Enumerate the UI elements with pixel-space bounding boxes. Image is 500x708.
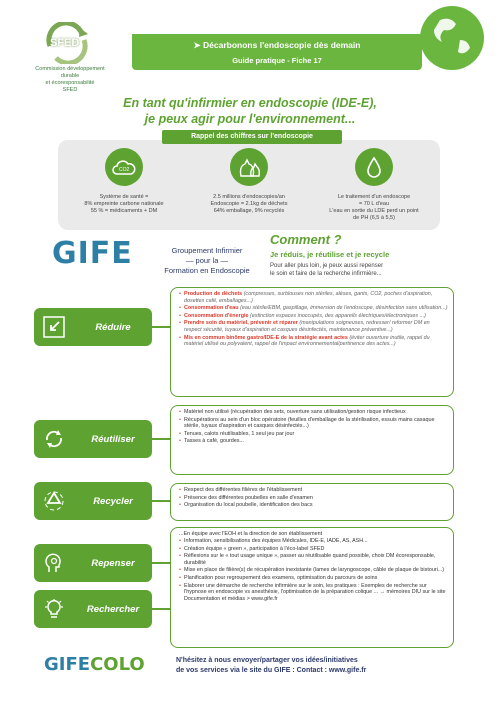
list-item: • Production de déchets (compresses, surblouses non stériles, alèses, gants, CO2, poches d'aspiration, dosettes café, emballages...): [179, 291, 448, 304]
section-label-reduire: Réduire: [34, 308, 152, 346]
section-box-recycler: [170, 483, 454, 521]
header-banner: [132, 34, 422, 70]
stats-panel: [58, 140, 440, 230]
list-item: • Respect des différentes filières de l'établissement: [179, 487, 448, 494]
headline: En tant qu'infirmier en endoscopie (IDE-E), je peux agir pour l'environnement...: [123, 96, 377, 126]
connector: [150, 608, 170, 610]
water-drop-icon: [355, 148, 393, 186]
svg-text:CO2: CO2: [119, 167, 130, 173]
connector: [150, 500, 170, 502]
banner-title: ➤ Décarbonons l'endoscopie dès demain: [193, 40, 361, 50]
connector: [150, 438, 170, 440]
waste-bags-icon: [230, 148, 268, 186]
list-item: • Matériel non utilisé (récupération des sets, ouverture sans utilisation/gestion risque infectieux: [179, 409, 448, 416]
list-item: • Tasses à café, gourdes...: [179, 438, 448, 445]
lightbulb-icon: [34, 598, 74, 620]
comment-body: Pour aller plus loin, je peux aussi repenser le soin et faire de la recherche infirmière...: [270, 263, 384, 277]
section-label-reutiliser: Réutiliser: [34, 420, 152, 458]
footer-text: N'hésitez à nous envoyer/partager vos idées/initiatives de vos services via le site du GIFE : Contact : www.gife.fr: [176, 657, 367, 674]
section-box-repenser-rechercher: [170, 527, 454, 648]
list-item: • Mis en commun binôme gastro/IDE-E de la stratégie avant actes (éviter ouverture inutile, rappel du matériel utilisé ou polyvalent, rappel de l'impact environnemental/pertinence des actes...): [179, 335, 448, 348]
rethink-head-icon: [34, 552, 74, 574]
comment-subtitle: Je réduis, je réutilise et je recycle: [270, 250, 390, 259]
gife-subtitle: Groupement Infirmier — pour la — Formation en Endoscopie: [164, 246, 250, 275]
gifecolo-logo: GIFECOLO: [44, 654, 145, 675]
sfed-badge: [42, 22, 92, 64]
list-item: • Création équipe « green », participation à l'éco-label SFED: [179, 546, 448, 553]
gife-logo: GIFE: [52, 236, 133, 271]
shrink-arrows-icon: [34, 316, 74, 338]
comment-block: [270, 232, 470, 278]
list-item: • Planification pour regroupement des examens, optimisation du parcours de soins: [179, 575, 448, 582]
globe-icon: [420, 6, 484, 70]
combined-intro: ...En équipe avec l'EOH et la direction de son établissement: [179, 531, 323, 537]
connector: [150, 326, 170, 328]
section-label-rechercher: Rechercher: [34, 590, 152, 628]
sfed-caption: Commission développement durable et écoresponsabilité SFED: [35, 66, 105, 93]
list-item: • Tenues, calots réutilisables, 1 seul jeu par jour: [179, 431, 448, 438]
list-item: • Présence des différentes poubelles en salle d'examen: [179, 495, 448, 502]
reuse-arrows-icon: [34, 428, 74, 450]
list-item: • Réflexions sur le « tout usage unique », passer au réutilisable quand possible, choix DM écoresponsable, durabilité: [179, 553, 448, 566]
list-item: • Consommation d'énergie (extinction espaces inoccupés, des appareils électriques/électroniques ...): [179, 313, 448, 320]
section-box-reduire: [170, 287, 454, 397]
list-item: • Mise en place de filière(s) de récupération inexistante (lames de laryngoscope, câble de plaque de bistouri...): [179, 567, 448, 574]
connector: [150, 562, 170, 564]
recycle-icon: [34, 490, 74, 512]
section-label-repenser: Repenser: [34, 544, 152, 582]
sfed-logo-text: SFED: [50, 37, 80, 49]
list-item: • Prendre soin du matériel, prévenir et réparer (manipulations soigneuses, redresser/ reformer DM en respect sécurité, tuyaux d'aspiration et casques désinfectés, maintenance préventive...): [179, 320, 448, 333]
sfed-logo: [28, 22, 112, 94]
bird-icon: ➤: [193, 40, 204, 50]
list-item: • Organisation du local poubelle, identification des bacs: [179, 502, 448, 509]
stat-co2: CO2 Système de santé = 8% empreinte carbone nationale 55 % = médicaments + DM: [64, 140, 184, 215]
section-box-reutiliser: [170, 405, 454, 475]
section-label-recycler: Recycler: [34, 482, 152, 520]
stat-waste: 2.5 millions d'endoscopies/an Endoscopie = 2.1kg de déchets 64% emballage, 9% recyclés: [189, 140, 309, 215]
stat-water: Le traitement d'un endoscope = 70 L d'eau L'eau en sortie du LDE perd un point de PH (6,5 à 5,5): [314, 140, 434, 222]
list-item: • Récupérations au sein d'un bloc opératoire (feuilles d'emballage de la stérilisation, essuis mains casaque stérile, tuyaux d'aspiration et casques désinfectés...): [179, 417, 448, 430]
banner-subtitle: Guide pratique - Fiche 17: [232, 56, 322, 65]
list-item: • Elaborer une démarche de recherche infirmière sur le soin, les pratiques : Exemples de recherche sur l'hypnose en endoscopie vs anesthésie, l'optimisation de la préparation colique ... → mémoires DIU sur le site Documentation et médias > www.gife.fr: [179, 583, 448, 603]
rappel-title: Rappel des chiffres sur l'endoscopie: [162, 130, 342, 144]
list-item: • Information, sensibilisations des équipes Médicales, IDE-E, IADE, AS, ASH...: [179, 538, 448, 545]
comment-title: Comment ?: [270, 232, 342, 247]
list-item: • Consommation d'eau (eau stérile/EBM, gaspillage, immersion de l'endoscope, désinfection sans utilisation...): [179, 305, 448, 312]
co2-cloud-icon: [105, 148, 143, 186]
